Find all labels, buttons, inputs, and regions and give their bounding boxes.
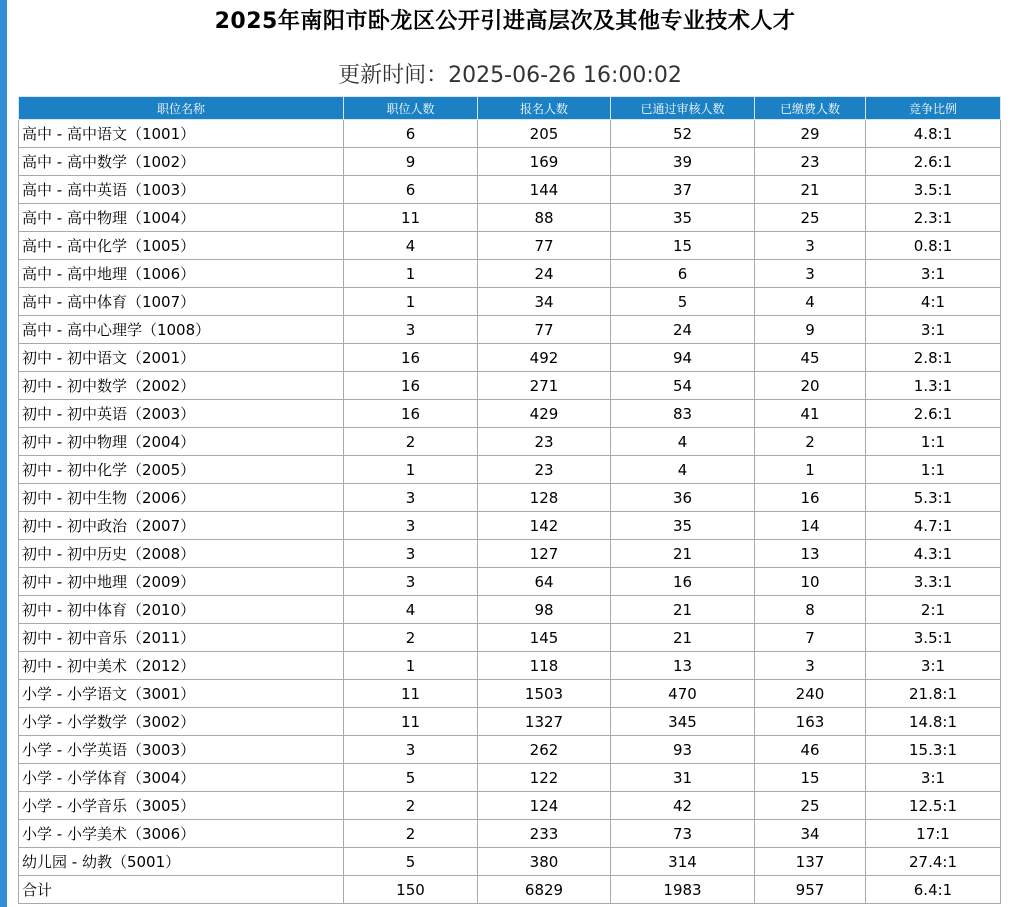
cell-paid: 46 (755, 736, 866, 764)
table-row (19, 624, 1001, 652)
cell-applicants: 380 (478, 848, 611, 876)
cell-paid: 3 (755, 652, 866, 680)
cell-applicants: 64 (478, 568, 611, 596)
cell-position-name: 初中 - 初中美术（2012） (19, 652, 344, 680)
cell-position-name: 高中 - 高中数学（1002） (19, 148, 344, 176)
table-row (19, 176, 1001, 204)
cell-position-name: 小学 - 小学美术（3006） (19, 820, 344, 848)
cell-applicants: 24 (478, 260, 611, 288)
cell-approved: 470 (611, 680, 755, 708)
cell-position-name: 小学 - 小学数学（3002） (19, 708, 344, 736)
table-row (19, 680, 1001, 708)
table-total-row (19, 876, 1001, 904)
cell-applicants: 118 (478, 652, 611, 680)
cell-position-name: 初中 - 初中英语（2003） (19, 400, 344, 428)
table-row (19, 260, 1001, 288)
cell-competition-ratio: 2.6:1 (866, 148, 1001, 176)
table-row (19, 512, 1001, 540)
cell-competition-ratio: 4.8:1 (866, 120, 1001, 148)
cell-position-name: 初中 - 初中物理（2004） (19, 428, 344, 456)
table-row (19, 568, 1001, 596)
table-row (19, 736, 1001, 764)
cell-position-name: 高中 - 高中心理学（1008） (19, 316, 344, 344)
cell-applicants: 205 (478, 120, 611, 148)
cell-position-count: 3 (344, 568, 478, 596)
cell-competition-ratio: 1:1 (866, 428, 1001, 456)
cell-position-name: 合计 (19, 876, 344, 904)
cell-position-count: 9 (344, 148, 478, 176)
cell-position-name: 高中 - 高中地理（1006） (19, 260, 344, 288)
cell-applicants: 128 (478, 484, 611, 512)
cell-position-name: 小学 - 小学体育（3004） (19, 764, 344, 792)
cell-position-name: 初中 - 初中体育（2010） (19, 596, 344, 624)
cell-applicants: 1503 (478, 680, 611, 708)
cell-competition-ratio: 2.6:1 (866, 400, 1001, 428)
cell-approved: 35 (611, 204, 755, 232)
cell-competition-ratio: 4:1 (866, 288, 1001, 316)
table-row (19, 372, 1001, 400)
cell-applicants: 98 (478, 596, 611, 624)
cell-position-name: 小学 - 小学音乐（3005） (19, 792, 344, 820)
table-row (19, 764, 1001, 792)
cell-position-count: 5 (344, 764, 478, 792)
cell-competition-ratio: 0.8:1 (866, 232, 1001, 260)
cell-applicants: 429 (478, 400, 611, 428)
left-accent-bar (0, 0, 7, 907)
cell-applicants: 23 (478, 428, 611, 456)
cell-competition-ratio: 3:1 (866, 316, 1001, 344)
cell-position-name: 初中 - 初中语文（2001） (19, 344, 344, 372)
cell-paid: 14 (755, 512, 866, 540)
header-paid: 已缴费人数 (755, 97, 866, 120)
cell-applicants: 23 (478, 456, 611, 484)
cell-competition-ratio: 3.5:1 (866, 176, 1001, 204)
cell-competition-ratio: 27.4:1 (866, 848, 1001, 876)
header-position-name: 职位名称 (19, 97, 344, 120)
cell-position-count: 6 (344, 176, 478, 204)
cell-competition-ratio: 6.4:1 (866, 876, 1001, 904)
table-row (19, 204, 1001, 232)
cell-position-count: 1 (344, 652, 478, 680)
cell-position-name: 小学 - 小学语文（3001） (19, 680, 344, 708)
cell-position-name: 小学 - 小学英语（3003） (19, 736, 344, 764)
cell-position-name: 初中 - 初中政治（2007） (19, 512, 344, 540)
cell-competition-ratio: 2:1 (866, 596, 1001, 624)
cell-competition-ratio: 15.3:1 (866, 736, 1001, 764)
cell-position-name: 初中 - 初中历史（2008） (19, 540, 344, 568)
cell-applicants: 142 (478, 512, 611, 540)
cell-paid: 29 (755, 120, 866, 148)
cell-competition-ratio: 21.8:1 (866, 680, 1001, 708)
cell-paid: 41 (755, 400, 866, 428)
header-applicants: 报名人数 (478, 97, 611, 120)
cell-position-name: 高中 - 高中体育（1007） (19, 288, 344, 316)
table-header-row (19, 97, 1001, 120)
cell-position-count: 3 (344, 484, 478, 512)
cell-competition-ratio: 3:1 (866, 260, 1001, 288)
cell-competition-ratio: 3:1 (866, 764, 1001, 792)
table-row (19, 484, 1001, 512)
cell-approved: 39 (611, 148, 755, 176)
cell-competition-ratio: 4.3:1 (866, 540, 1001, 568)
cell-position-name: 高中 - 高中化学（1005） (19, 232, 344, 260)
cell-position-count: 2 (344, 428, 478, 456)
cell-position-name: 初中 - 初中地理（2009） (19, 568, 344, 596)
cell-applicants: 145 (478, 624, 611, 652)
cell-applicants: 88 (478, 204, 611, 232)
cell-approved: 73 (611, 820, 755, 848)
table-row (19, 400, 1001, 428)
cell-position-count: 5 (344, 848, 478, 876)
cell-approved: 24 (611, 316, 755, 344)
cell-paid: 45 (755, 344, 866, 372)
cell-paid: 1 (755, 456, 866, 484)
table-row (19, 652, 1001, 680)
cell-position-name: 高中 - 高中英语（1003） (19, 176, 344, 204)
cell-position-name: 初中 - 初中数学（2002） (19, 372, 344, 400)
cell-competition-ratio: 14.8:1 (866, 708, 1001, 736)
cell-approved: 13 (611, 652, 755, 680)
cell-applicants: 1327 (478, 708, 611, 736)
cell-approved: 35 (611, 512, 755, 540)
cell-applicants: 124 (478, 792, 611, 820)
cell-paid: 3 (755, 232, 866, 260)
cell-position-count: 6 (344, 120, 478, 148)
table-row (19, 148, 1001, 176)
table-row (19, 120, 1001, 148)
cell-paid: 163 (755, 708, 866, 736)
table-row (19, 288, 1001, 316)
cell-position-count: 2 (344, 792, 478, 820)
cell-approved: 42 (611, 792, 755, 820)
cell-paid: 16 (755, 484, 866, 512)
cell-paid: 8 (755, 596, 866, 624)
cell-paid: 13 (755, 540, 866, 568)
cell-approved: 37 (611, 176, 755, 204)
header-competition-ratio: 竞争比例 (866, 97, 1001, 120)
cell-approved: 21 (611, 540, 755, 568)
cell-paid: 23 (755, 148, 866, 176)
cell-position-count: 1 (344, 456, 478, 484)
cell-approved: 21 (611, 624, 755, 652)
cell-position-name: 高中 - 高中物理（1004） (19, 204, 344, 232)
header-position-count: 职位人数 (344, 97, 478, 120)
cell-paid: 240 (755, 680, 866, 708)
cell-competition-ratio: 2.8:1 (866, 344, 1001, 372)
cell-approved: 21 (611, 596, 755, 624)
table-body (19, 120, 1001, 904)
cell-approved: 4 (611, 456, 755, 484)
cell-paid: 7 (755, 624, 866, 652)
cell-approved: 4 (611, 428, 755, 456)
table-row (19, 232, 1001, 260)
cell-competition-ratio: 1.3:1 (866, 372, 1001, 400)
table-row (19, 540, 1001, 568)
table-row (19, 848, 1001, 876)
table-row (19, 344, 1001, 372)
cell-position-count: 11 (344, 680, 478, 708)
cell-applicants: 169 (478, 148, 611, 176)
cell-paid: 4 (755, 288, 866, 316)
cell-paid: 3 (755, 260, 866, 288)
cell-position-count: 2 (344, 820, 478, 848)
table-row (19, 456, 1001, 484)
cell-position-count: 1 (344, 288, 478, 316)
cell-competition-ratio: 1:1 (866, 456, 1001, 484)
cell-applicants: 127 (478, 540, 611, 568)
cell-position-count: 3 (344, 736, 478, 764)
cell-approved: 1983 (611, 876, 755, 904)
cell-competition-ratio: 2.3:1 (866, 204, 1001, 232)
cell-applicants: 122 (478, 764, 611, 792)
cell-approved: 54 (611, 372, 755, 400)
table-row (19, 820, 1001, 848)
cell-paid: 9 (755, 316, 866, 344)
cell-position-name: 高中 - 高中语文（1001） (19, 120, 344, 148)
cell-competition-ratio: 3.5:1 (866, 624, 1001, 652)
registration-table (18, 96, 1001, 904)
cell-approved: 36 (611, 484, 755, 512)
cell-applicants: 77 (478, 232, 611, 260)
cell-competition-ratio: 12.5:1 (866, 792, 1001, 820)
cell-position-count: 16 (344, 400, 478, 428)
cell-paid: 2 (755, 428, 866, 456)
cell-position-count: 2 (344, 624, 478, 652)
cell-applicants: 271 (478, 372, 611, 400)
cell-paid: 34 (755, 820, 866, 848)
update-time: 更新时间：2025-06-26 16:00:02 (338, 63, 682, 88)
cell-competition-ratio: 4.7:1 (866, 512, 1001, 540)
cell-position-count: 1 (344, 260, 478, 288)
cell-position-count: 3 (344, 512, 478, 540)
table-row (19, 708, 1001, 736)
cell-position-count: 16 (344, 344, 478, 372)
cell-paid: 21 (755, 176, 866, 204)
cell-position-count: 11 (344, 708, 478, 736)
cell-position-count: 11 (344, 204, 478, 232)
cell-applicants: 233 (478, 820, 611, 848)
cell-applicants: 144 (478, 176, 611, 204)
cell-approved: 15 (611, 232, 755, 260)
cell-paid: 20 (755, 372, 866, 400)
cell-position-count: 3 (344, 540, 478, 568)
cell-approved: 52 (611, 120, 755, 148)
cell-paid: 15 (755, 764, 866, 792)
table-row (19, 792, 1001, 820)
page-title: 2025年南阳市卧龙区公开引进高层次及其他专业技术人才 (214, 9, 796, 34)
cell-approved: 5 (611, 288, 755, 316)
header-approved: 已通过审核人数 (611, 97, 755, 120)
cell-position-name: 初中 - 初中生物（2006） (19, 484, 344, 512)
cell-competition-ratio: 3.3:1 (866, 568, 1001, 596)
cell-applicants: 492 (478, 344, 611, 372)
cell-approved: 6 (611, 260, 755, 288)
cell-applicants: 77 (478, 316, 611, 344)
cell-paid: 957 (755, 876, 866, 904)
cell-competition-ratio: 3:1 (866, 652, 1001, 680)
cell-position-count: 150 (344, 876, 478, 904)
cell-approved: 31 (611, 764, 755, 792)
cell-applicants: 34 (478, 288, 611, 316)
cell-applicants: 262 (478, 736, 611, 764)
cell-approved: 314 (611, 848, 755, 876)
cell-paid: 10 (755, 568, 866, 596)
cell-approved: 345 (611, 708, 755, 736)
cell-approved: 93 (611, 736, 755, 764)
cell-position-count: 4 (344, 596, 478, 624)
cell-approved: 94 (611, 344, 755, 372)
table-row (19, 596, 1001, 624)
table-row (19, 428, 1001, 456)
cell-competition-ratio: 5.3:1 (866, 484, 1001, 512)
cell-position-count: 3 (344, 316, 478, 344)
cell-position-name: 幼儿园 - 幼教（5001） (19, 848, 344, 876)
table-row (19, 316, 1001, 344)
cell-competition-ratio: 17:1 (866, 820, 1001, 848)
cell-applicants: 6829 (478, 876, 611, 904)
cell-paid: 137 (755, 848, 866, 876)
cell-position-name: 初中 - 初中化学（2005） (19, 456, 344, 484)
cell-approved: 16 (611, 568, 755, 596)
cell-position-count: 4 (344, 232, 478, 260)
cell-approved: 83 (611, 400, 755, 428)
cell-position-count: 16 (344, 372, 478, 400)
cell-position-name: 初中 - 初中音乐（2011） (19, 624, 344, 652)
cell-paid: 25 (755, 792, 866, 820)
cell-paid: 25 (755, 204, 866, 232)
